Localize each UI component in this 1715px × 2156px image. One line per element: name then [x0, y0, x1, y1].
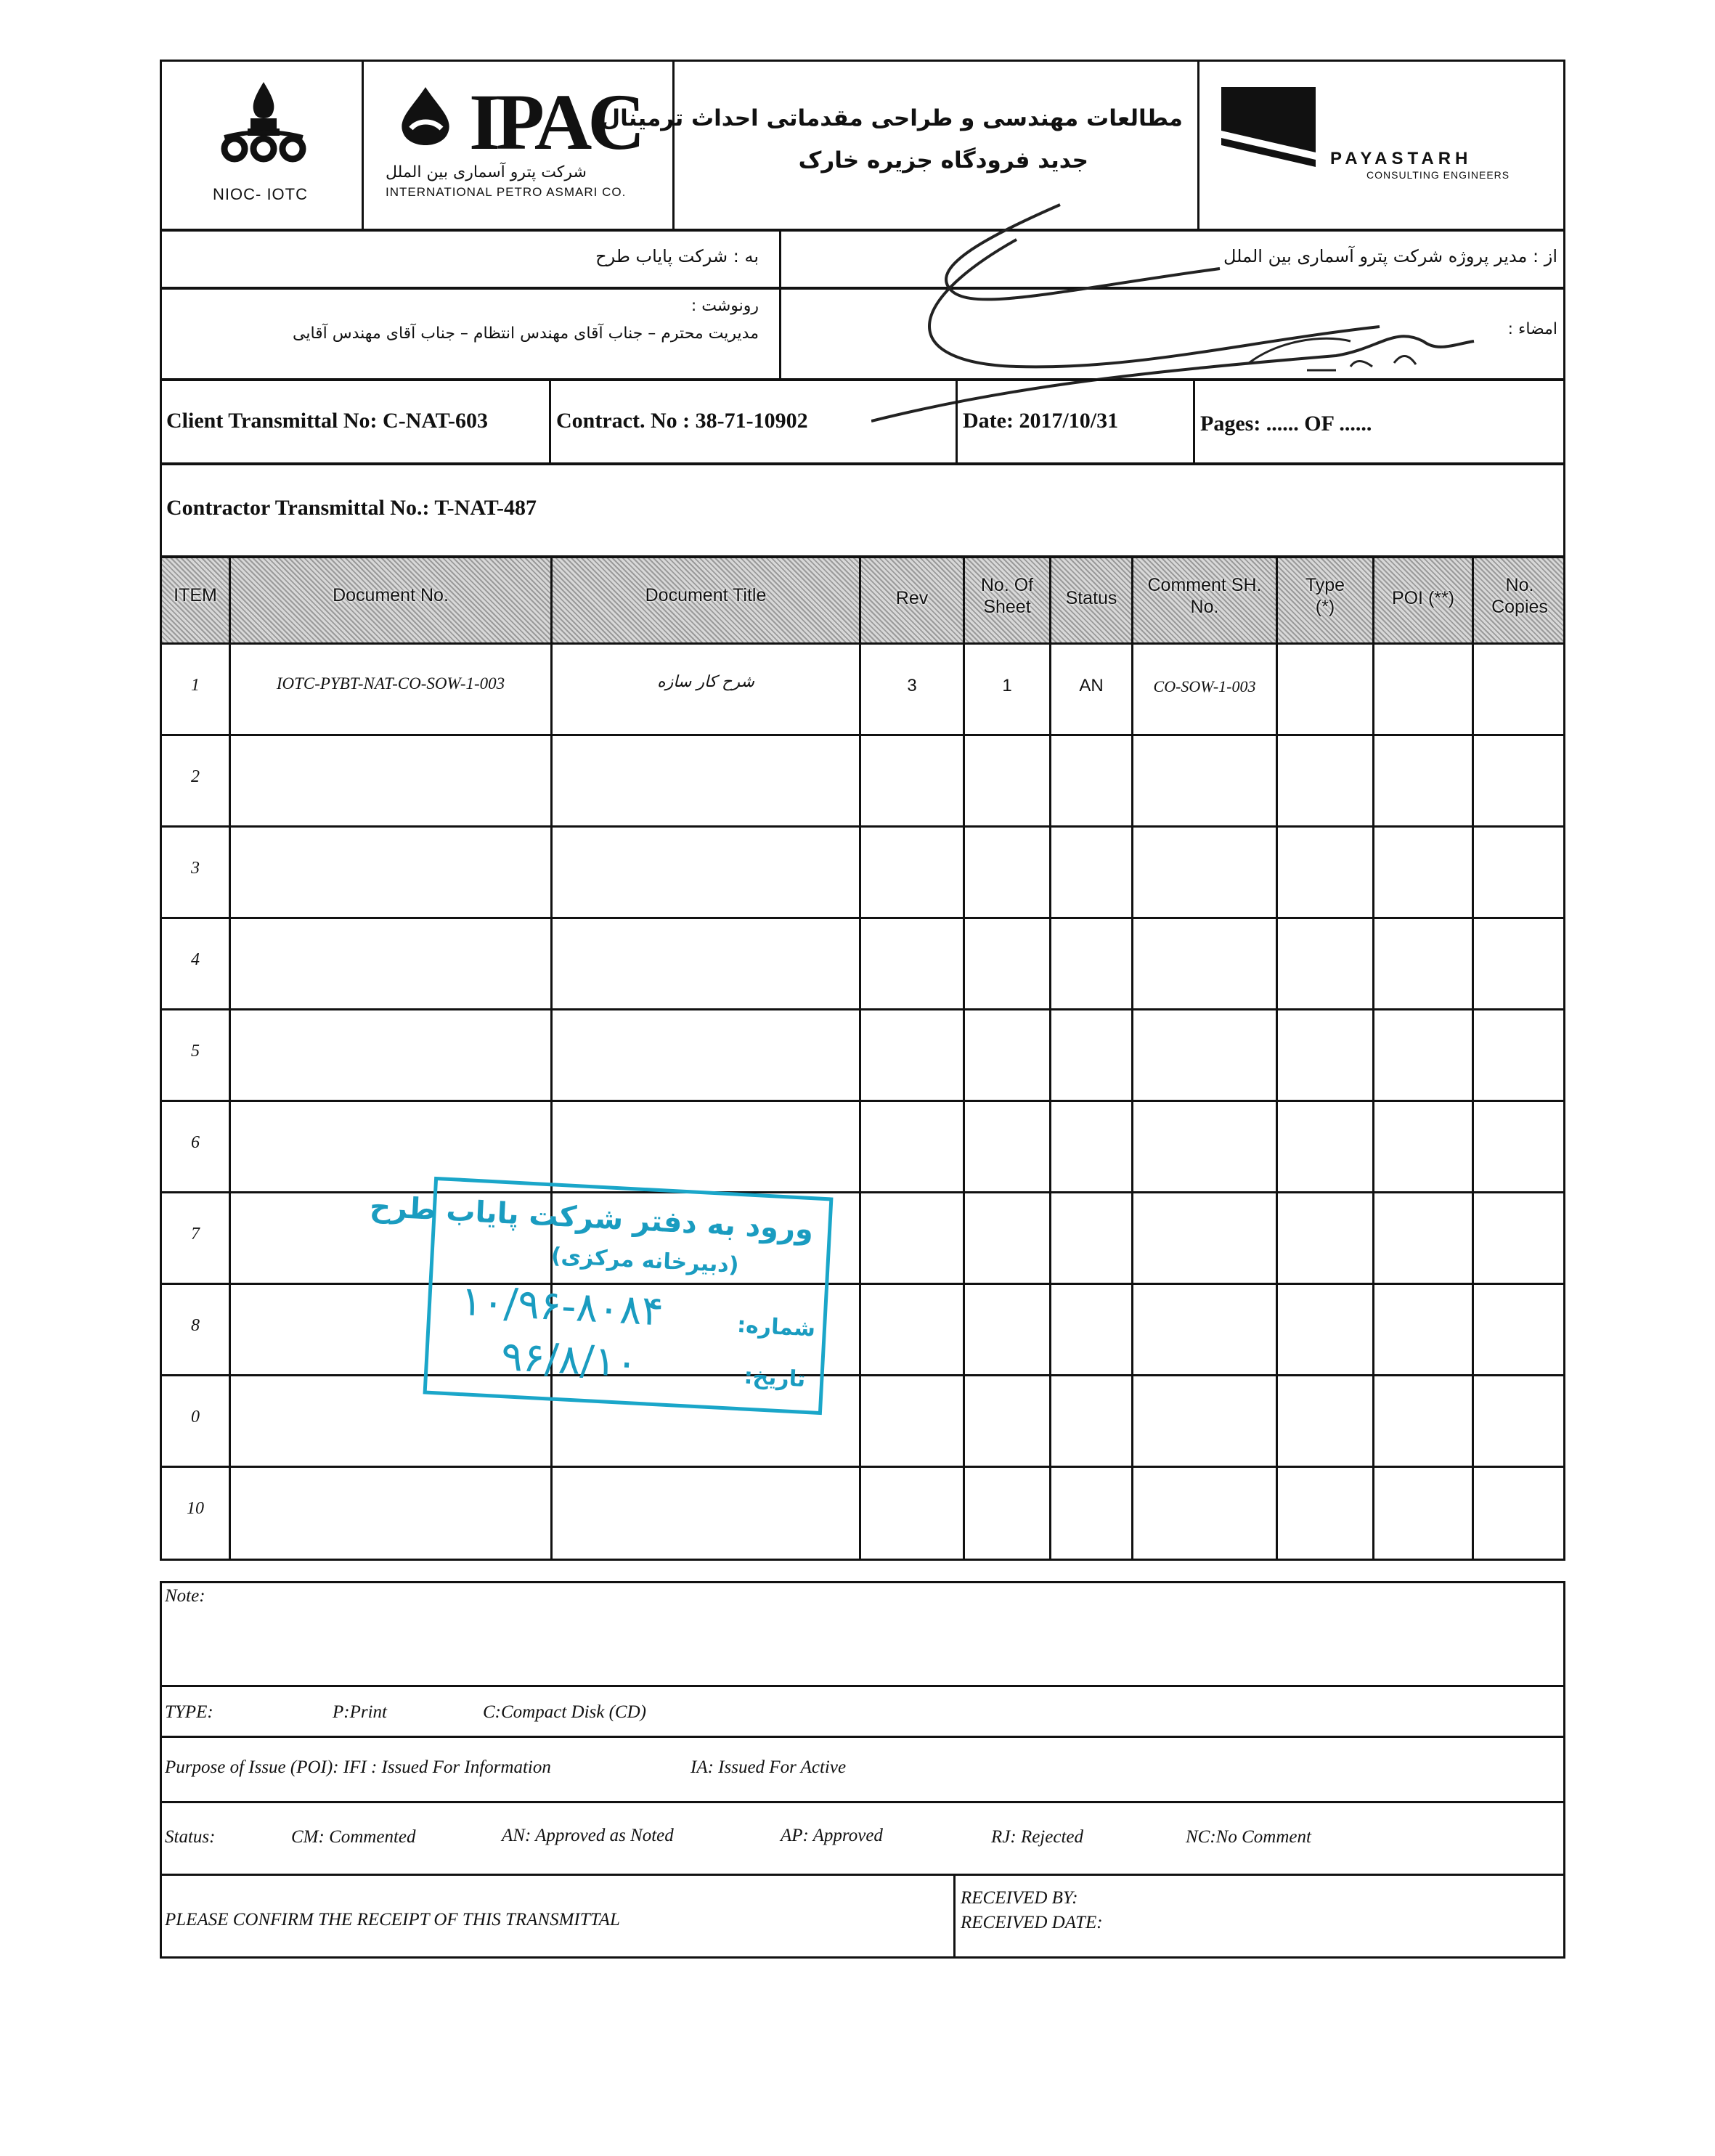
row-divider	[162, 1100, 1563, 1102]
consultant-name: PAYASTARH	[1330, 149, 1472, 168]
divider	[779, 232, 781, 287]
ipac-name: IPAC	[469, 78, 641, 166]
row1-comment-sh-no: CO-SOW-1-003	[1153, 677, 1256, 695]
status-an: AN: Approved as Noted	[502, 1826, 674, 1845]
column-divider	[1472, 558, 1474, 1559]
ipac-persian-name: شرکت پترو آسماری بین الملل	[386, 163, 587, 181]
column-divider	[229, 558, 231, 1559]
to-recipient: به : شرکت پایاب طرح	[595, 246, 759, 266]
row1-item: 1	[191, 676, 200, 695]
column-divider	[1049, 558, 1051, 1559]
row-divider	[162, 825, 1563, 828]
row7-item: 7	[191, 1225, 200, 1244]
cc-text: مدیریت محترم – جناب آقای مهندس انتظام – جناب آقای مهندس آقایی	[292, 324, 759, 343]
project-title-line1: مطالعات مهندسی و طراحی مقدماتی احداث ترمینال	[600, 105, 1183, 131]
column-divider	[1276, 558, 1278, 1559]
row1-status: AN	[1079, 676, 1104, 695]
receipt-stamp	[369, 1177, 834, 1415]
header-poi: POI (**)	[1391, 588, 1455, 608]
confirm-receipt-text: PLEASE CONFIRM THE RECEIPT OF THIS TRANSMITTAL	[165, 1910, 620, 1930]
header-no-of-sheet-line1: No. Of	[980, 575, 1034, 595]
row-divider	[162, 1685, 1563, 1687]
header-type-line2: (*)	[1315, 597, 1335, 617]
status-nc: NC:No Comment	[1186, 1827, 1311, 1847]
header-no-copies	[1474, 574, 1565, 618]
row-divider	[162, 734, 1563, 736]
type-cd: C:Compact Disk (CD)	[483, 1702, 646, 1722]
document-table	[160, 556, 1565, 1561]
stamp-number-label: شماره:	[736, 1312, 816, 1342]
received-by: RECEIVED BY:	[961, 1888, 1078, 1908]
row-divider	[162, 642, 1563, 645]
row-divider	[162, 1874, 1563, 1876]
stamp-line2: (دبیرخانه مرکزی)	[550, 1243, 740, 1278]
signature-label: امضاء :	[1507, 320, 1557, 338]
ipac-english-name: INTERNATIONAL PETRO ASMARI CO.	[386, 185, 627, 199]
cc-label: رونوشت :	[691, 297, 759, 315]
stamp-date-label: تاریخ:	[743, 1363, 807, 1392]
ipac-drop-icon	[389, 83, 462, 149]
poi-legend: Purpose of Issue (POI): IFI : Issued For Information	[165, 1757, 551, 1777]
header-copies-line1: No.	[1505, 575, 1534, 595]
divider	[956, 381, 958, 462]
nioc-logo-cell	[162, 62, 362, 229]
status-cm: CM: Commented	[291, 1827, 416, 1847]
legend-block	[160, 1581, 1565, 1959]
from-sender: از : مدیر پروژه شرکت پترو آسماری بین الملل	[1223, 246, 1557, 266]
header-document-no: Document No.	[333, 585, 449, 605]
nioc-label: NIOC- IOTC	[213, 185, 308, 203]
row3-item: 3	[191, 859, 200, 878]
header-document-title: Document Title	[645, 585, 767, 605]
header-comment-line1: Comment SH.	[1147, 575, 1262, 595]
header-comment-line2: No.	[1190, 597, 1219, 617]
row-divider	[162, 1283, 1563, 1285]
status-rj: RJ: Rejected	[991, 1827, 1083, 1847]
divider	[953, 1874, 956, 1959]
consultant-subtitle: CONSULTING ENGINEERS	[1366, 169, 1510, 181]
divider	[779, 290, 781, 378]
transmittal-date: Date: 2017/10/31	[963, 409, 1119, 433]
stamp-date-value: ۹۶/۸/۱۰	[500, 1333, 639, 1387]
row1-document-no: IOTC-PYBT-NAT-CO-SOW-1-003	[276, 674, 505, 693]
contractor-transmittal-no: Contractor Transmittal No.: T-NAT-487	[166, 496, 537, 520]
status-ap: AP: Approved	[781, 1826, 883, 1845]
row1-rev: 3	[907, 676, 917, 695]
header-type-line1: Type	[1305, 575, 1345, 595]
divider	[1193, 381, 1195, 462]
row-divider	[162, 1736, 1563, 1738]
divider	[549, 381, 551, 462]
payastarh-logo-icon	[1221, 87, 1316, 178]
header-status: Status	[1065, 588, 1117, 608]
received-date: RECEIVED DATE:	[961, 1913, 1103, 1932]
pages-count: Pages: ...... OF ......	[1200, 412, 1372, 436]
header-copies-line2: Copies	[1491, 597, 1548, 617]
row1-document-title: شرح کار سازه	[657, 673, 754, 691]
row9-item: 0	[191, 1408, 200, 1426]
project-title-line2: جدید فرودگاه جزیره خارک	[798, 147, 1088, 173]
transmittal-info-row	[160, 379, 1565, 465]
status-label: Status:	[165, 1827, 216, 1847]
header-no-of-sheet-line2: Sheet	[983, 597, 1031, 617]
row6-item: 6	[191, 1133, 200, 1152]
row4-item: 4	[191, 950, 200, 969]
type-print: P:Print	[333, 1702, 387, 1722]
header-rev: Rev	[895, 588, 929, 608]
row-divider	[162, 1466, 1563, 1468]
column-divider	[963, 558, 965, 1559]
column-divider	[550, 558, 553, 1559]
note-label: Note:	[165, 1586, 205, 1606]
stamp-number-value: ۱۰/۹۶-۸۰۸۴	[459, 1277, 665, 1336]
poi-active: IA: Issued For Active	[691, 1757, 847, 1777]
contract-no: Contract. No : 38-71-10902	[556, 409, 808, 433]
column-divider	[859, 558, 861, 1559]
contractor-transmittal-row	[160, 463, 1565, 558]
type-label: TYPE:	[165, 1702, 213, 1722]
row10-item: 10	[187, 1499, 204, 1518]
row-divider	[162, 1008, 1563, 1010]
header-no-of-sheet	[965, 574, 1049, 618]
row-divider	[162, 917, 1563, 919]
row1-sheets: 1	[1002, 676, 1012, 695]
row8-item: 8	[191, 1316, 200, 1335]
column-divider	[1372, 558, 1374, 1559]
nioc-logo-icon	[213, 76, 314, 171]
client-transmittal-no: Client Transmittal No: C-NAT-603	[166, 409, 489, 433]
ipac-logo-cell	[364, 62, 672, 229]
row2-item: 2	[191, 767, 200, 786]
row5-item: 5	[191, 1042, 200, 1061]
column-divider	[1131, 558, 1133, 1559]
header-comment-sh-no	[1133, 574, 1276, 618]
header-item: ITEM	[174, 585, 217, 605]
row-divider	[162, 1374, 1563, 1376]
stamp-line1: ورود به دفتر شرکت پایاب طرح	[369, 1190, 815, 1247]
row-divider	[162, 1801, 1563, 1803]
header-type	[1278, 574, 1372, 618]
